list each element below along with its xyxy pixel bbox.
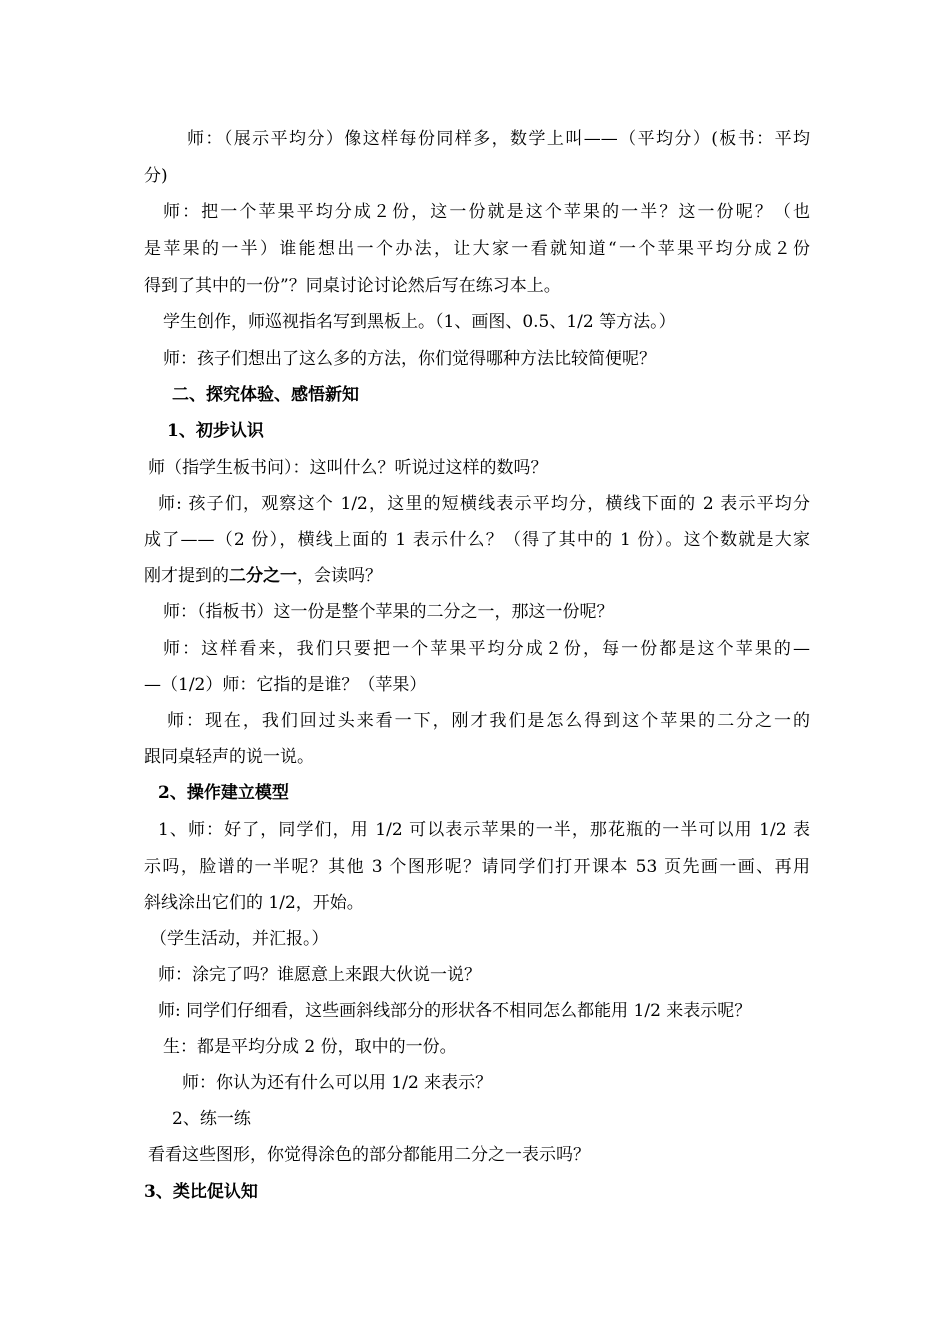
paragraph-line: （学生活动，并汇报。） xyxy=(150,929,329,949)
paragraph-line: 学生创作，师巡视指名写到黑板上。（1、画图、0.5、1/2 等方法。） xyxy=(163,312,676,332)
paragraph-line: 师：孩子们想出了这么多的方法，你们觉得哪种方法比较简便呢？ xyxy=(163,349,656,369)
paragraph-line: 师: 同学们仔细看，这些画斜线部分的形状各不相同怎么都能用 1/2 来表示呢？ xyxy=(158,1001,752,1021)
paragraph-line: 师：这样看来，我们只要把一个苹果平均分成２份，每一份都是这个苹果的— xyxy=(163,639,810,659)
paragraph-line: 跟同桌轻声的说一说。 xyxy=(144,747,314,767)
text-run: 刚才提到的 xyxy=(144,566,229,586)
paragraph-line: 示吗，脸谱的一半呢？其他 3 个图形呢？请同学们打开课本 53 页先画一画、再用 xyxy=(144,857,810,877)
paragraph-line: 师（指学生板书问）：这叫什么？听说过这样的数吗？ xyxy=(148,458,548,478)
bold-term: 二分之一 xyxy=(229,566,297,586)
subsection-heading: 3、类比促认知 xyxy=(144,1182,258,1202)
paragraph-line xyxy=(144,564,810,588)
text-run: ，会读吗？ xyxy=(297,566,382,586)
subsection-heading: 1、初步认识 xyxy=(167,421,264,441)
paragraph-line: 生：都是平均分成 2 份，取中的一份。 xyxy=(163,1037,457,1057)
paragraph-line: 看看这些图形，你觉得涂色的部分都能用二分之一表示吗？ xyxy=(148,1145,590,1165)
paragraph-line: —（1/2）师：它指的是谁？（苹果） xyxy=(144,675,427,695)
paragraph-line: 师：你认为还有什么可以用 1/2 来表示？ xyxy=(182,1073,493,1093)
paragraph-line: 师：（展示平均分）像这样每份同样多，数学上叫——（平均分）(板书：平均 xyxy=(187,129,810,149)
paragraph-line: 2、练一练 xyxy=(172,1109,251,1129)
paragraph-line: 分) xyxy=(144,166,168,186)
paragraph-line: 师：把一个苹果平均分成２份，这一份就是这个苹果的一半？这一份呢？（也 xyxy=(163,202,810,222)
paragraph-line: 师：现在，我们回过头来看一下，刚才我们是怎么得到这个苹果的二分之一的 xyxy=(167,711,810,731)
paragraph-line: 1、师：好了，同学们，用 1/2 可以表示苹果的一半，那花瓶的一半可以用 1/2 表 xyxy=(158,820,810,840)
paragraph-line: 得到了其中的一份”？同桌讨论讨论然后写在练习本上。 xyxy=(144,276,561,296)
paragraph-line: 师: 孩子们，观察这个 1/2，这里的短横线表示平均分，横线下面的 2 表示平均分 xyxy=(158,494,810,514)
paragraph-line: 师：涂完了吗？谁愿意上来跟大伙说一说？ xyxy=(158,965,481,985)
subsection-heading: 2、操作建立模型 xyxy=(158,783,289,803)
section-heading: 二、探究体验、感悟新知 xyxy=(172,385,359,405)
paragraph-line: 师：（指板书）这一份是整个苹果的二分之一，那这一份呢？ xyxy=(163,602,614,622)
paragraph-line: 成了——（2 份），横线上面的 1 表示什么？（得了其中的 1 份）。这个数就是大家 xyxy=(144,530,810,550)
paragraph-line: 是苹果的一半）谁能想出一个办法，让大家一看就知道“一个苹果平均分成２份 xyxy=(144,239,810,259)
paragraph-line: 斜线涂出它们的 1/2，开始。 xyxy=(144,893,364,913)
